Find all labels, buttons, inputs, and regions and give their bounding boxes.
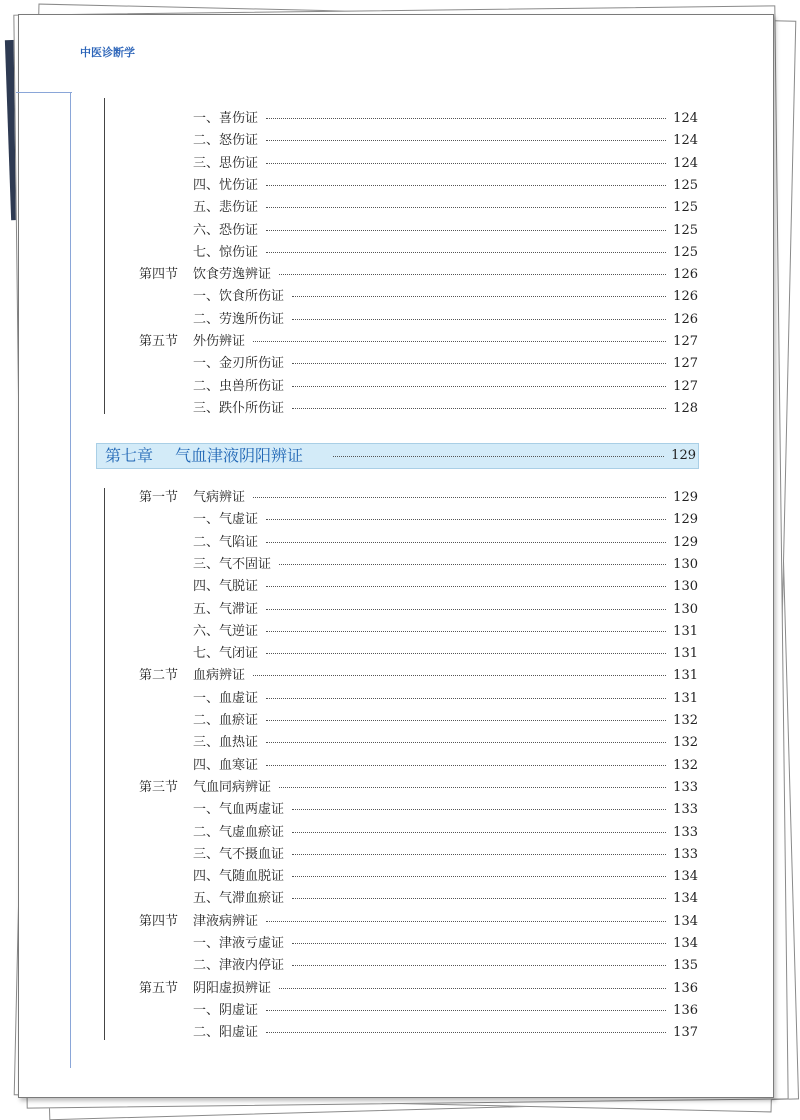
section-number: 第二节 [139, 668, 179, 684]
page-number: 136 [673, 1002, 698, 1018]
dot-leader [253, 675, 666, 676]
toc-entry-row[interactable] [0, 286, 800, 308]
page-number: 132 [673, 757, 698, 773]
page-number: 131 [673, 668, 698, 684]
section-number: 第三节 [139, 779, 179, 795]
section-number: 第四节 [139, 267, 179, 283]
toc-entry-row[interactable] [0, 599, 800, 621]
entry-title: 阴阳虚损辨证 [193, 978, 277, 1000]
toc-entry-row[interactable] [0, 621, 800, 643]
dot-leader [292, 386, 666, 387]
entry-title: 三、血热证 [193, 732, 264, 754]
toc-entry-row[interactable] [0, 643, 800, 665]
dot-leader [292, 943, 666, 944]
dot-leader [266, 185, 666, 186]
page-number: 133 [673, 802, 698, 818]
entry-title: 六、恐伤证 [193, 220, 264, 242]
chapter-page-number: 129 [671, 448, 696, 463]
dot-leader [279, 274, 666, 275]
entry-title: 饮食劳逸辨证 [193, 264, 277, 286]
toc-entry-row[interactable] [0, 822, 800, 844]
entry-title: 一、饮食所伤证 [193, 286, 290, 308]
entry-title: 二、虫兽所伤证 [193, 376, 290, 398]
page-number: 134 [673, 891, 698, 907]
page-number: 133 [673, 824, 698, 840]
toc-section-row[interactable] [0, 264, 800, 286]
entry-title: 外伤辨证 [193, 331, 251, 353]
toc-entry-row[interactable] [0, 509, 800, 531]
toc-entry-row[interactable] [0, 309, 800, 331]
entry-title: 七、气闭证 [193, 643, 264, 665]
toc-entry-row[interactable] [0, 532, 800, 554]
toc-section-row[interactable] [0, 487, 800, 509]
toc-entry-row[interactable] [0, 242, 800, 264]
section-number: 第四节 [139, 913, 179, 929]
dot-leader [266, 720, 666, 721]
dot-leader [292, 898, 666, 899]
toc-entry-row[interactable] [0, 353, 800, 375]
page-number: 132 [673, 713, 698, 728]
dot-leader [292, 296, 666, 297]
toc-entry-row[interactable] [0, 554, 800, 576]
page-number: 125 [673, 222, 698, 238]
toc-section-row[interactable] [0, 978, 800, 1000]
dot-leader [266, 765, 666, 766]
entry-title: 四、忧伤证 [193, 175, 264, 197]
toc-entry-row[interactable] [0, 108, 800, 130]
toc-entry-row[interactable] [0, 888, 800, 910]
toc-entry-row[interactable] [0, 688, 800, 710]
dot-leader [266, 230, 666, 231]
toc-entry-row[interactable] [0, 866, 800, 888]
page-number: 124 [673, 133, 698, 149]
page-number: 129 [673, 512, 698, 528]
page-number: 126 [673, 311, 698, 327]
entry-title: 一、金刃所伤证 [193, 353, 290, 375]
dot-leader [266, 542, 666, 543]
dot-leader [279, 988, 666, 989]
toc-entry-row[interactable] [0, 153, 800, 175]
entry-title: 二、怒伤证 [193, 130, 264, 152]
toc-entry-row[interactable] [0, 844, 800, 866]
toc-entry-row[interactable] [0, 376, 800, 398]
toc-entry-row[interactable] [0, 732, 800, 754]
dot-leader [266, 653, 666, 654]
section-number: 第五节 [139, 334, 179, 349]
dot-leader [279, 564, 666, 565]
dot-leader [266, 1010, 666, 1011]
section-number: 第一节 [139, 490, 179, 505]
page-number: 133 [673, 846, 698, 862]
page-number: 124 [673, 111, 698, 126]
entry-title: 五、气滞血瘀证 [193, 888, 290, 910]
entry-title: 血病辨证 [193, 665, 251, 687]
entry-title: 七、惊伤证 [193, 242, 264, 264]
dot-leader [253, 497, 666, 498]
toc-section-row[interactable] [0, 911, 800, 933]
toc-section-row[interactable] [0, 665, 800, 687]
dot-leader [292, 965, 666, 966]
page-number: 133 [673, 779, 698, 795]
dot-leader [266, 742, 666, 743]
entry-title: 一、阴虚证 [193, 1000, 264, 1022]
dot-leader [266, 163, 666, 164]
page-number: 127 [673, 378, 698, 394]
toc-entry-row[interactable] [0, 755, 800, 777]
page-number: 134 [673, 913, 698, 929]
dot-leader [266, 586, 666, 587]
page-number: 132 [673, 735, 698, 751]
toc-entry-row[interactable] [0, 710, 800, 732]
page-number: 134 [673, 869, 698, 885]
entry-title: 二、津液内停证 [193, 955, 290, 977]
toc-section-row[interactable] [0, 777, 800, 799]
entry-title: 二、气虚血瘀证 [193, 822, 290, 844]
dot-leader [253, 341, 666, 342]
page-number: 134 [673, 936, 698, 951]
page-number: 137 [673, 1025, 698, 1041]
dot-leader [266, 519, 666, 520]
page-number: 125 [673, 200, 698, 216]
page-number: 127 [673, 356, 698, 372]
dot-leader [292, 809, 666, 810]
entry-title: 一、津液亏虚证 [193, 933, 290, 955]
dot-leader [266, 140, 666, 141]
dot-leader [292, 854, 666, 855]
page-number: 131 [673, 646, 698, 662]
dot-leader [266, 921, 666, 922]
entry-title: 一、血虚证 [193, 688, 264, 710]
section-number: 第五节 [139, 980, 179, 996]
toc-section-row[interactable] [0, 331, 800, 353]
page-number: 129 [673, 490, 698, 505]
toc-entry-row[interactable] [0, 933, 800, 955]
running-head: 中医诊断学 [80, 46, 135, 59]
page-number: 130 [673, 579, 698, 595]
toc-entry-row[interactable] [0, 1022, 800, 1044]
dot-leader [292, 363, 666, 364]
entry-title: 四、气脱证 [193, 576, 264, 598]
dot-leader [292, 408, 666, 409]
entry-title: 五、悲伤证 [193, 197, 264, 219]
toc-entry-row[interactable] [0, 799, 800, 821]
dot-leader [279, 787, 666, 788]
page-number: 131 [673, 623, 698, 639]
toc-entry-row[interactable] [0, 1000, 800, 1022]
dot-leader [266, 118, 666, 119]
toc-entry-row[interactable] [0, 220, 800, 242]
entry-title: 五、气滞证 [193, 599, 264, 621]
page-number: 127 [673, 334, 698, 349]
page-number: 125 [673, 177, 698, 193]
dot-leader [266, 698, 666, 699]
toc-entry-row[interactable] [0, 175, 800, 197]
entry-title: 六、气逆证 [193, 621, 264, 643]
entry-title: 四、气随血脱证 [193, 866, 290, 888]
toc-entry-row[interactable] [0, 576, 800, 598]
toc-entry-row[interactable] [0, 955, 800, 977]
entry-title: 二、劳逸所伤证 [193, 309, 290, 331]
dot-leader [292, 319, 666, 320]
page-number: 135 [673, 958, 698, 974]
dot-leader [292, 832, 666, 833]
page-number: 130 [673, 556, 698, 572]
chapter-label: 第七章 [105, 446, 154, 465]
page-number: 126 [673, 289, 698, 305]
page-number: 126 [673, 267, 698, 283]
page-number: 124 [673, 155, 698, 171]
toc-entry-row[interactable] [0, 398, 800, 420]
page-number: 136 [673, 980, 698, 996]
page-number: 129 [673, 534, 698, 550]
dot-leader [266, 609, 666, 610]
entry-title: 四、血寒证 [193, 755, 264, 777]
dot-leader [266, 631, 666, 632]
entry-title: 一、气血两虚证 [193, 799, 290, 821]
page-number: 131 [673, 690, 698, 706]
entry-title: 气血同病辨证 [193, 777, 277, 799]
chapter-title: 气血津液阴阳辨证 [175, 446, 304, 465]
entry-title: 三、跌仆所伤证 [193, 398, 290, 420]
dot-leader [266, 252, 666, 253]
entry-title: 气病辨证 [193, 487, 251, 509]
page-number: 128 [673, 400, 698, 416]
entry-title: 二、气陷证 [193, 532, 264, 554]
dot-leader [292, 876, 666, 877]
entry-title: 二、血瘀证 [193, 710, 264, 732]
dot-leader [266, 207, 666, 208]
entry-title: 三、气不摄血证 [193, 844, 290, 866]
page-number: 130 [673, 601, 698, 617]
entry-title: 三、气不固证 [193, 554, 277, 576]
page-number: 125 [673, 244, 698, 260]
dot-leader [266, 1032, 666, 1033]
entry-title: 津液病辨证 [193, 911, 264, 933]
entry-title: 一、气虚证 [193, 509, 264, 531]
toc-entry-row[interactable] [0, 197, 800, 219]
toc-entry-row[interactable] [0, 130, 800, 152]
entry-title: 三、思伤证 [193, 153, 264, 175]
entry-title: 二、阳虚证 [193, 1022, 264, 1044]
entry-title: 一、喜伤证 [193, 108, 264, 130]
